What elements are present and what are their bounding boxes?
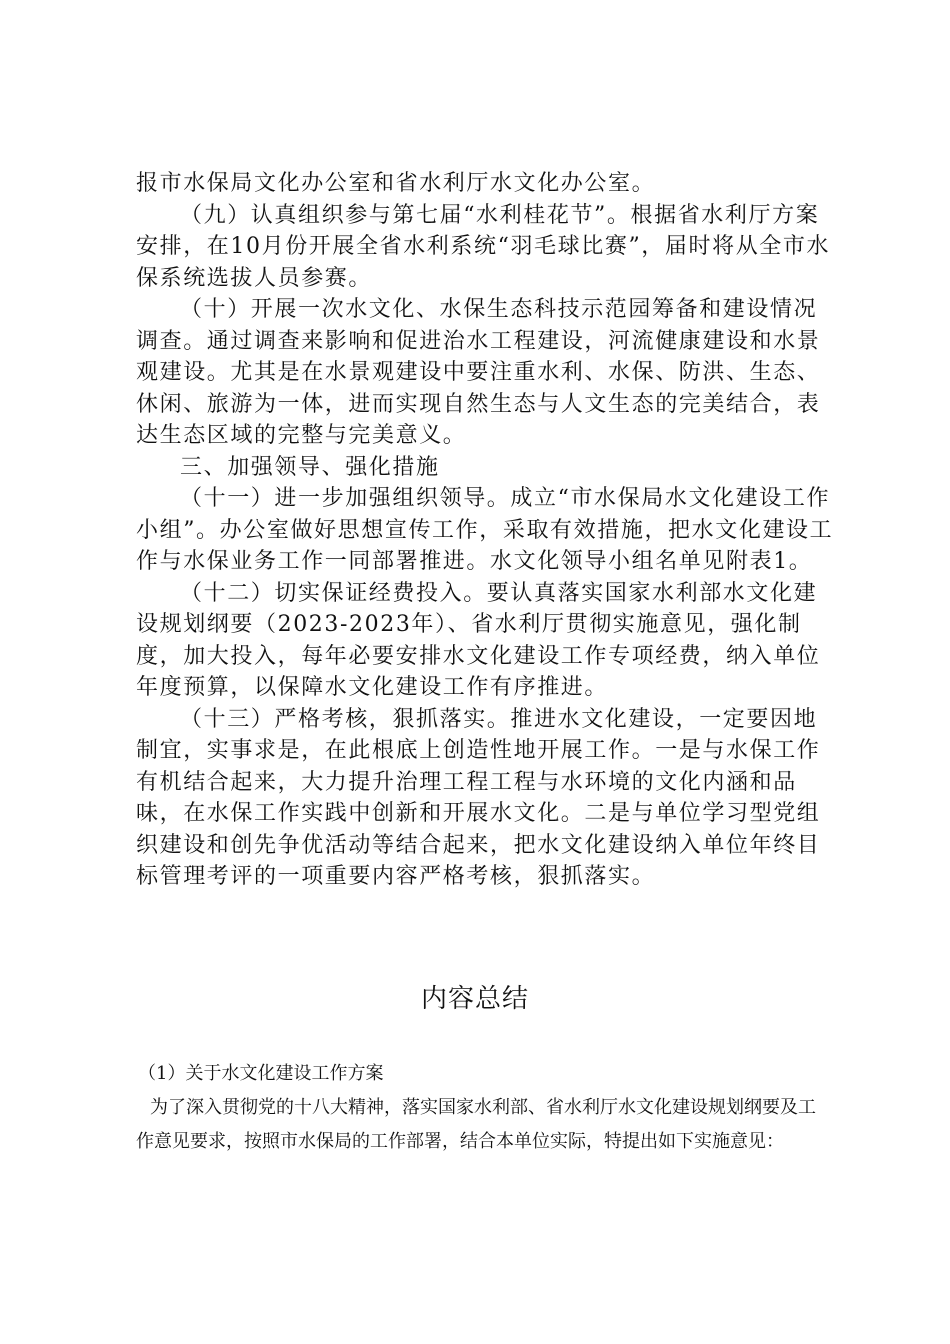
summary-text: 为了深入贯彻党的十八大精神，落实国家水利部、省水利厅水文化建设规划纲要及工作意见要求，按照市水保局的工作部署，结合本单位实际，特提出如下实施意见：: [136, 1097, 816, 1152]
paragraph-continuation: 报市水保局文化办公室和省水利厅水文化办公室。: [136, 171, 656, 196]
document-body: [136, 168, 836, 893]
summary-item-label: （1）关于水文化建设工作方案: [138, 1063, 384, 1084]
section-heading-3: 三、加强领导、强化措施: [180, 454, 440, 480]
paragraph-item-13: （十三）严格考核，狠抓落实。推进水文化建设，一定要因地制宜，实事求是，在此根底上创造性地开展工作。一是与水保工作有机结合起来，大力提升治理工程工程与水环境的文化内涵和品味，在水保工作实践中创新和开展水文化。二是与单位学习型党组织建设和创先争优活动等结合起来，把水文化建设纳入单位年终目标管理考评的一项重要内容严格考核，狠抓落实。: [136, 706, 821, 889]
summary-section: [136, 1057, 826, 1159]
paragraph-item-12: （十二）切实保证经费投入。要认真落实国家水利部水文化建设规划纲要（2023-2023年）、省水利厅贯彻实施意见，强化制度，加大投入，每年必要安排水文化建设工作专项经费，纳入单位年度预算，以保障水文化建设工作有序推进。: [136, 580, 821, 700]
summary-title: 内容总结: [420, 984, 529, 1014]
paragraph-item-11: （十一）进一步加强组织领导。成立“市水保局水文化建设工作小组”。办公室做好思想宣传工作，采取有效措施，把水文化建设工作与水保业务工作一同部署推进。水文化领导小组名单见附表1。: [136, 486, 834, 574]
paragraph-item-10: （十）开展一次水文化、水保生态科技示范园筹备和建设情况调查。通过调查来影响和促进治水工程建设，河流健康建设和水景观建设。尤其是在水景观建设中要注重水利、水保、防洪、生态、休闲、旅游为一体，进而实现自然生态与人文生态的完美结合，表达生态区域的完整与完美意义。: [136, 297, 821, 448]
paragraph-item-9: （九）认真组织参与第七届“水利桂花节”。根据省水利厅方案安排，在10月份开展全省水利系统“羽毛球比赛”，届时将从全市水保系统选拔人员参赛。: [136, 202, 831, 291]
